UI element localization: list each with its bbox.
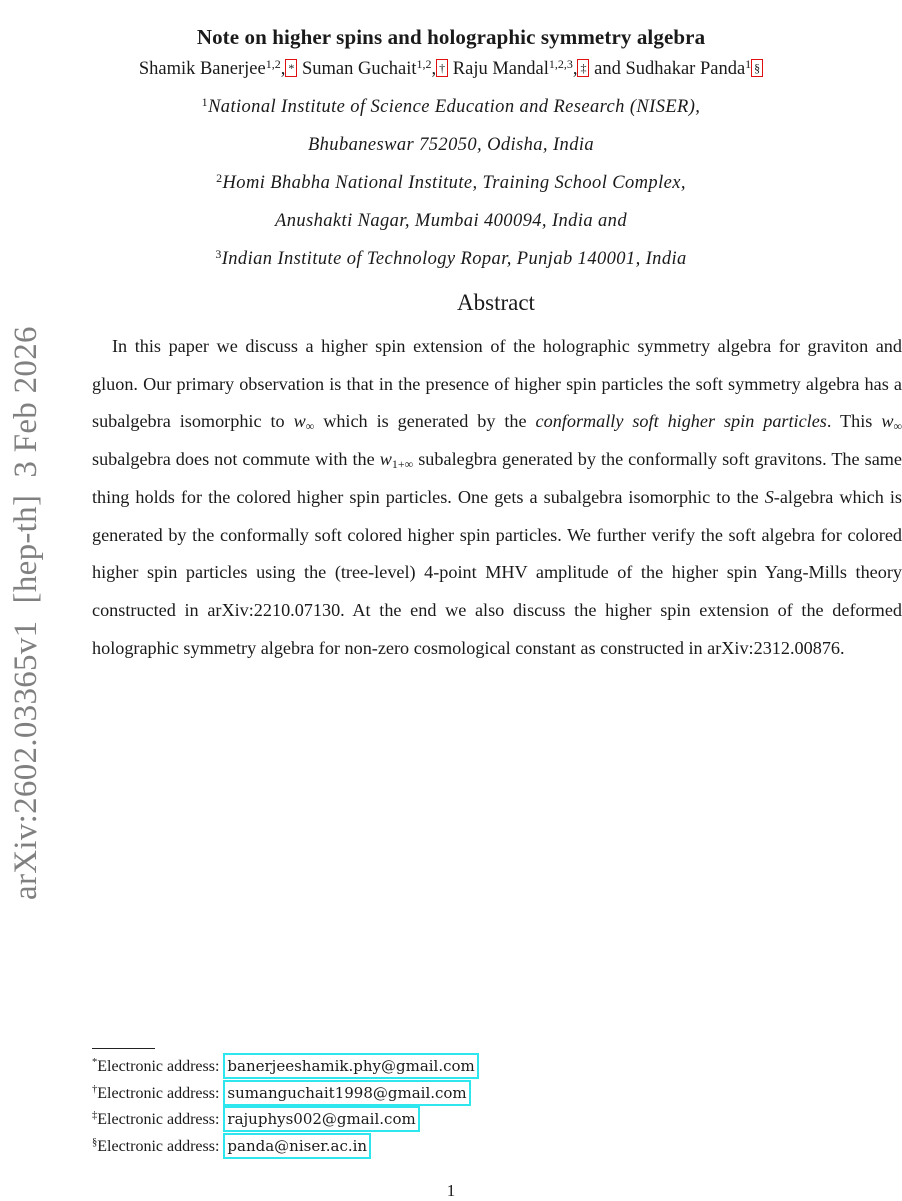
affiliation-line: Indian Institute of Technology Ropar, Punjab 140001, India bbox=[221, 249, 687, 269]
author-name: Sudhakar Panda bbox=[625, 59, 746, 79]
footnote bbox=[92, 1106, 479, 1133]
footnote bbox=[92, 1053, 479, 1080]
footnote-mark: § bbox=[92, 1136, 98, 1148]
math-S: S bbox=[764, 486, 774, 507]
abstract-body bbox=[92, 328, 902, 667]
abstract-text: . This bbox=[826, 411, 882, 432]
math-w: w bbox=[379, 449, 392, 470]
abstract-text: subalegbra generated by the conformally soft gravitons. The same thing holds for the colored higher spin particles. One gets a subalgebra isomorphic to the bbox=[92, 449, 902, 507]
math-w: w bbox=[881, 411, 894, 432]
author-affiliation-marks: 1,2 bbox=[265, 57, 281, 71]
email-link[interactable]: banerjeeshamik.phy@gmail.com bbox=[223, 1053, 478, 1079]
email-link[interactable]: panda@niser.ac.in bbox=[223, 1133, 371, 1159]
abstract-heading: Abstract bbox=[457, 290, 535, 315]
affiliation-2 bbox=[0, 170, 902, 196]
footnote-label: Electronic address: bbox=[97, 1084, 220, 1102]
email-link[interactable]: sumanguchait1998@gmail.com bbox=[223, 1080, 470, 1106]
email-link[interactable]: rajuphys002@gmail.com bbox=[223, 1106, 419, 1132]
footnote-label: Electronic address: bbox=[97, 1111, 220, 1128]
footnote-mark: † bbox=[92, 1083, 98, 1095]
affiliation-3 bbox=[0, 246, 902, 272]
author-name: Shamik Banerjee bbox=[138, 59, 266, 79]
footnote bbox=[92, 1080, 479, 1107]
author-affiliation-marks: 1,2,3 bbox=[548, 57, 573, 71]
abstract-text: In this paper we discuss a higher spin extension of the holographic symmetry algebra for graviton and gluon. Our primary observation is that in the presence of higher spin particles the soft symmetry algebra has a subalgebra isomorphic to bbox=[92, 336, 902, 432]
affiliation-line: Bhubaneswar 752050, Odisha, India bbox=[307, 135, 595, 155]
footnote-label: Electronic address: bbox=[97, 1058, 220, 1075]
footnote-link[interactable]: ‡ bbox=[577, 59, 589, 77]
separator: , bbox=[431, 59, 437, 79]
math-subscript: ∞ bbox=[305, 419, 315, 434]
separator: , bbox=[280, 59, 286, 79]
affiliation-1-address bbox=[0, 132, 902, 158]
arxiv-side-stamp: arXiv:2602.03365v1 [hep-th] 3 Feb 2026 bbox=[8, 326, 44, 900]
abstract-emphasis: conformally soft higher spin particles bbox=[535, 411, 827, 432]
author-affiliation-marks: 1,2 bbox=[416, 57, 432, 71]
author-affiliation-marks: 1 bbox=[745, 57, 752, 71]
math-w: w bbox=[293, 411, 306, 432]
affiliation-line: Homi Bhabha National Institute, Training School Complex, bbox=[222, 173, 686, 193]
affiliation-mark: 1 bbox=[201, 95, 209, 109]
affiliation-line: Anushakti Nagar, Mumbai 400094, India and bbox=[275, 211, 627, 231]
footnote-mark: ‡ bbox=[92, 1110, 98, 1121]
footnote-label: Electronic address: bbox=[97, 1137, 220, 1155]
affiliation-line: National Institute of Science Education and Research (NISER), bbox=[208, 97, 701, 117]
math-subscript: 1+∞ bbox=[391, 457, 414, 472]
footnote bbox=[92, 1133, 479, 1160]
author-conjunction: and bbox=[594, 59, 621, 79]
affiliation-2-address bbox=[0, 208, 902, 234]
abstract-text: -algebra which is generated by the conformally soft colored higher spin particles. We further verify the soft algebra for colored higher spin particles using the (tree-level) 4-point MHV amplitude of the higher spin Yang-Mills theory constructed in arXiv:2210.07130. At the end we also discuss the higher spin extension of the deformed holographic symmetry algebra for non-zero cosmological constant as constructed in arXiv:2312.00876. bbox=[92, 486, 902, 658]
separator: , bbox=[572, 59, 578, 79]
author-name: Raju Mandal bbox=[452, 59, 549, 79]
abstract-text: which is generated by the bbox=[314, 411, 536, 432]
affiliation-mark: 2 bbox=[216, 171, 223, 185]
footnotes bbox=[92, 1053, 479, 1159]
page-number: 1 bbox=[446, 1181, 456, 1200]
author-name: Suman Guchait bbox=[301, 59, 417, 79]
footnote-mark: * bbox=[92, 1057, 98, 1068]
paper-title: Note on higher spins and holographic symmetry algebra bbox=[196, 25, 706, 49]
affiliation-1 bbox=[0, 94, 902, 120]
footnote-link[interactable]: § bbox=[751, 59, 763, 77]
author-list bbox=[0, 56, 902, 82]
math-subscript: ∞ bbox=[893, 419, 902, 434]
footnote-rule bbox=[92, 1048, 155, 1049]
footnote-link[interactable]: * bbox=[285, 59, 297, 77]
affiliation-mark: 3 bbox=[215, 247, 222, 261]
footnote-link[interactable]: † bbox=[436, 59, 448, 77]
abstract-text: subalgebra does not commute with the bbox=[92, 449, 380, 470]
